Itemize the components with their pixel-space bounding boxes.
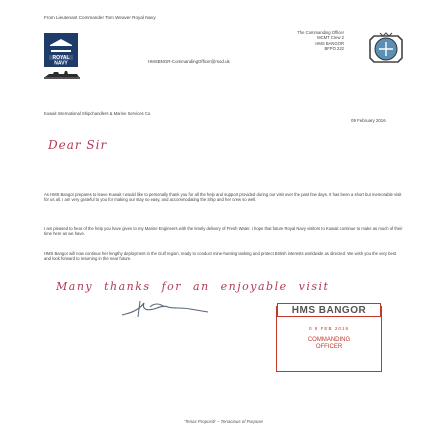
- from-line: From Lieutenant Commander Tom Weaver Royal Navy: [44, 15, 156, 20]
- svg-text:NAVY: NAVY: [54, 60, 68, 67]
- royal-navy-logo-icon: [44, 33, 78, 67]
- paragraph: As HMS Bangor prepares to leave Kuwait I would like to personally thank you for all the help and support provided during our visit over the past few days. It has been a short but memorable visit for us all. I am very grateful to you for making our stay so easy, and accommodating the Ship and her crew so well.: [44, 192, 402, 203]
- stamp-role: COMMANDING OFFICER: [307, 337, 351, 350]
- sender-address: [282, 30, 344, 52]
- paragraph: I am pleased to hear of the help you have given to my Marine Engineers with the timely delivery of Fresh Water. I hope that future Royal Navy visitors to Kuwait continue to make as much of their time here as we have.: [44, 226, 403, 237]
- address-line: The Commanding Officer: [297, 30, 344, 35]
- ship-crest-icon: [366, 32, 406, 66]
- handwritten-note: Many thanks for an enjoyable visit: [56, 280, 330, 293]
- address-line: BFPO 222: [324, 46, 344, 52]
- ship-silhouette-icon: [44, 70, 80, 80]
- ship-motto: 'Tenax Propositi' – Tenacious of Purpose: [184, 419, 263, 424]
- recipient-name: Kuwait International Shipchandlers & Marine Services Co.: [44, 111, 152, 116]
- address-line: MCMT Crew 2: [317, 35, 344, 41]
- greeting: Dear Sir: [48, 138, 108, 152]
- stamp-title: HMS BANGOR: [277, 303, 381, 317]
- signature: [120, 297, 210, 323]
- stamp-date: 0 9 FEB 2016: [308, 326, 350, 331]
- letter-date: 09 February 2016: [351, 118, 386, 123]
- svg-text:ROYAL: ROYAL: [52, 55, 70, 61]
- paragraph: HMS Bangor will now continue her lengthy deployment in the Gulf region, ready to conduct mine-hunting tasking and protect British interests worldwide as directed. We wish you the very best and look forward to returning in the near future.: [44, 251, 397, 262]
- official-stamp: [276, 306, 382, 372]
- address-line: HMS BANGOR: [315, 40, 344, 46]
- email-address: HMSBNGR-CommandingOfficer@mod.uk: [148, 59, 230, 64]
